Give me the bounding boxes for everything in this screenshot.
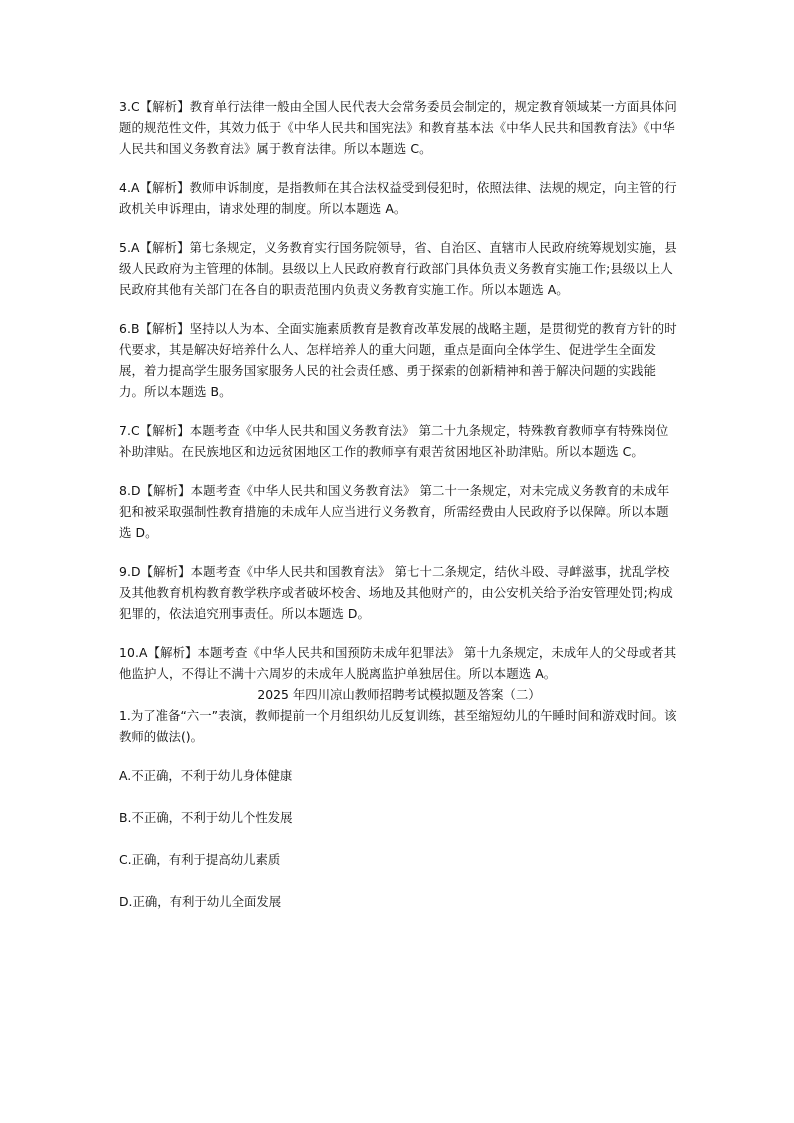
answer-5-explanation: 5.A【解析】第七条规定，义务教育实行国务院领导，省、自治区、直辖市人民政府统筹规划实施，县级人民政府为主管理的体制。县级以上人民政府教育行政部门具体负责义务教育实施工作;县级以上人民政府其他有关部门在各自的职责范围内负责义务教育实施工作。所以本题选 A。 xyxy=(119,240,677,297)
answer-6-explanation: 6.B【解析】坚持以人为本、全面实施素质教育是教育改革发展的战略主题，是贯彻党的教育方针的时代要求，其是解决好培养什么人、怎样培养人的重大问题，重点是面向全体学生、促进学生全面发展，着力提高学生服务国家服务人民的社会责任感、勇于探索的创新精神和善于解决问题的实践能力。所以本题选 B。 xyxy=(119,321,677,399)
option-c: C.正确，有利于提高幼儿素质 xyxy=(119,852,281,867)
answer-8-explanation: 8.D【解析】本题考查《中华人民共和国义务教育法》 第二十一条规定，对未完成义务教育的未成年犯和被采取强制性教育措施的未成年人应当进行义务教育，所需经费由人民政府予以保障。所以本题选 D。 xyxy=(119,483,670,540)
answer-9-explanation: 9.D【解析】本题考查《中华人民共和国教育法》 第七十二条规定，结伙斗殴、寻衅滋事，扰乱学校及其他教育机构教育教学秩序或者破坏校舍、场地及其他财产的，由公安机关给予治安管理处罚;构成犯罪的，依法追究刑事责任。所以本题选 D。 xyxy=(119,564,673,621)
document-page xyxy=(119,96,679,933)
section-title: 2025 年四川凉山教师招聘考试模拟题及答案（二） xyxy=(257,687,541,702)
option-a: A.不正确，不利于幼儿身体健康 xyxy=(119,768,293,783)
question-1: 1.为了准备“六一”表演，教师提前一个月组织幼儿反复训练，甚至缩短幼儿的午睡时间和游戏时间。该教师的做法()。 xyxy=(119,708,677,744)
answer-4-explanation: 4.A【解析】教师申诉制度，是指教师在其合法权益受到侵犯时，依照法律、法规的规定，向主管的行政机关申诉理由，请求处理的制度。所以本题选 A。 xyxy=(119,180,677,216)
option-b: B.不正确，不利于幼儿个性发展 xyxy=(119,810,293,825)
answer-10-explanation: 10.A【解析】本题考查《中华人民共和国预防未成年犯罪法》 第十九条规定，未成年人的父母或者其他监护人，不得让不满十六周岁的未成年人脱离监护单独居住。所以本题选 A。 xyxy=(119,645,677,681)
answer-7-explanation: 7.C【解析】本题考查《中华人民共和国义务教育法》 第二十九条规定，特殊教育教师享有特殊岗位补助津贴。在民族地区和边远贫困地区工作的教师享有艰苦贫困地区补助津贴。所以本题选 C。 xyxy=(119,423,669,459)
option-d: D.正确，有利于幼儿全面发展 xyxy=(119,894,282,909)
answer-3-explanation: 3.C【解析】教育单行法律一般由全国人民代表大会常务委员会制定的，规定教育领域某一方面具体问题的规范性文件，其效力低于《中华人民共和国宪法》和教育基本法《中华人民共和国教育法》《中华人民共和国义务教育法》属于教育法律。所以本题选 C。 xyxy=(119,99,677,156)
